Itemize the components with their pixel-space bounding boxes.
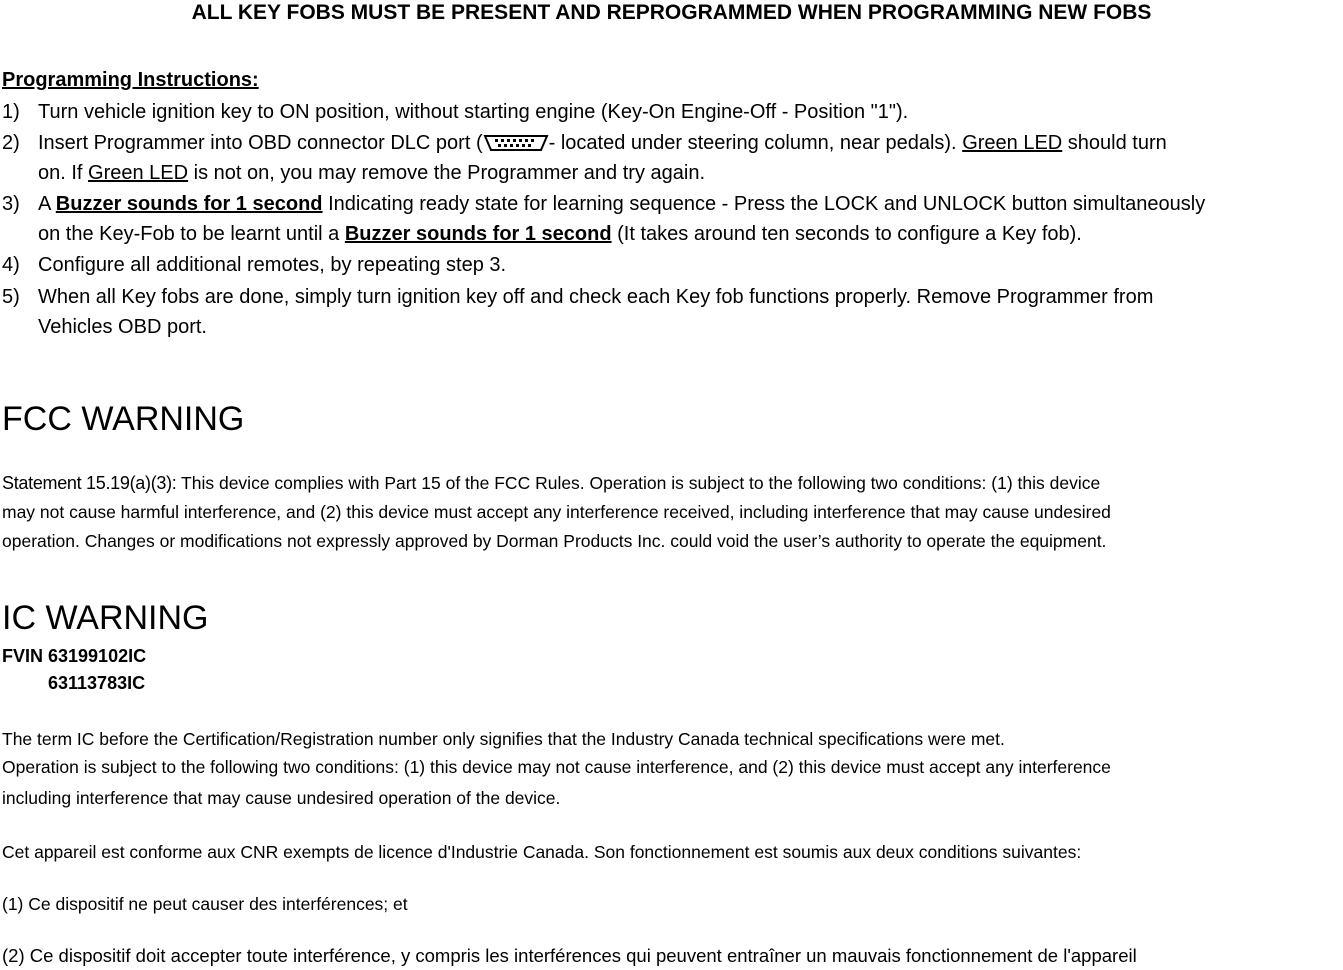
step-text: Turn vehicle ignition key to ON position, without starting engine (Key-On Engine-Off - Position "1"). [38,101,909,123]
fcc-line-2: may not cause harmful interference, and (2) this device must accept any interference received, including interference that may cause undesired [2,502,1111,522]
step-number: 1) [2,101,20,123]
step-5 [0,282,1343,342]
obd-connector-icon [483,135,549,151]
step-number: 5) [2,286,20,308]
green-led-label: Green LED [88,162,189,184]
page-title: ALL KEY FOBS MUST BE PRESENT AND REPROGRAMMED WHEN PROGRAMMING NEW FOBS [191,1,1152,24]
step-text-line-2: on. If Green LED is not on, you may remove the Programmer and try again. [38,162,705,184]
step-text-line-1: When all Key fobs are done, simply turn ignition key off and check each Key fob functions properly. Remove Programmer from [38,286,1154,308]
ic-heading: IC WARNING [2,599,209,637]
instructions-heading: Programming Instructions: [2,69,259,91]
ic-paragraph-2-line-1: Operation is subject to the following two conditions: (1) this device may not cause interference, and (2) this device must accept any interference [2,757,1111,777]
step-text-line-2: on the Key-Fob to be learnt until a Buzzer sounds for 1 second (It takes around ten seconds to configure a Key fob). [38,223,1082,245]
ic-french-line-1: Cet appareil est conforme aux CNR exempts de licence d'Industrie Canada. Son fonctionnement est soumis aux deux conditions suivantes: [2,842,1082,862]
step-1 [0,97,1343,127]
step-text-line-1: A Buzzer sounds for 1 second Indicating ready state for learning sequence - Press the LOCK and UNLOCK button simultaneously [38,193,1206,215]
fcc-line-1: Statement 15.19(a)(3): This device complies with Part 15 of the FCC Rules. Operation is subject to the following two conditions: (1) this device [2,473,1101,493]
step-text: Configure all additional remotes, by repeating step 3. [38,254,507,276]
fcc-line-3: operation. Changes or modifications not expressly approved by Dorman Products Inc. could void the user’s authority to operate the equipment. [2,531,1107,551]
green-led-label: Green LED [962,132,1063,154]
fvin-2: 63113783IC [48,673,146,693]
fcc-heading: FCC WARNING [2,400,245,438]
step-3 [0,189,1343,249]
step-number: 4) [2,254,20,276]
step-text-line-1: Insert Programmer into OBD connector DLC port ( - located under steering column, near pedals). Green LED should turn [38,132,1167,154]
buzzer-label: Buzzer sounds for 1 second [344,223,612,245]
statement-label: Statement 15.19(a)(3): [2,473,177,493]
step-4 [0,250,1343,280]
buzzer-label: Buzzer sounds for 1 second [55,193,323,215]
step-number: 2) [2,132,20,154]
ic-french-line-3: (2) Ce dispositif doit accepter toute interférence, y compris les interférences qui peuvent entraîner un mauvais fonctionnement de l'appareil [2,945,1137,966]
fvin-1: FVIN 63199102IC [2,646,147,666]
ic-paragraph-2-line-2: including interference that may cause undesired operation of the device. [2,788,561,808]
ic-french-line-2: (1) Ce dispositif ne peut causer des interférences; et [2,894,408,914]
step-2 [0,128,1343,188]
step-text-line-2: Vehicles OBD port. [38,316,207,338]
ic-paragraph-1: The term IC before the Certification/Registration number only signifies that the Industry Canada technical specifications were met. [2,729,1005,749]
step-number: 3) [2,193,20,215]
